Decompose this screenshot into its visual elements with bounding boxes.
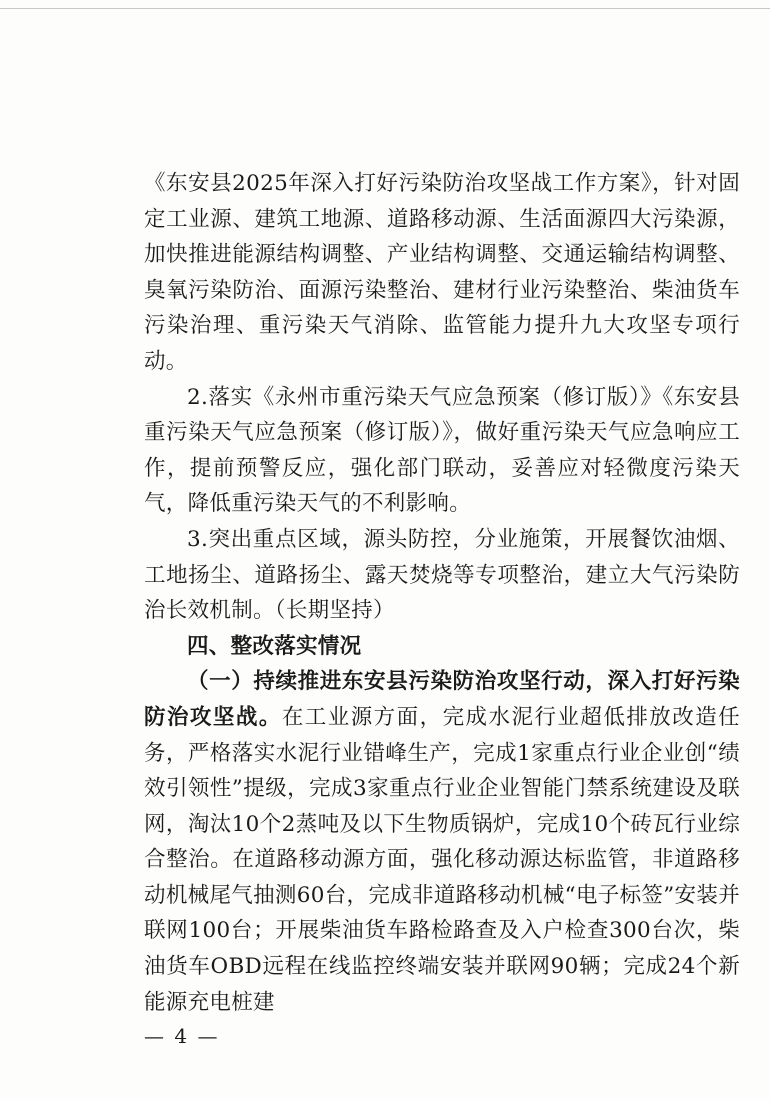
paragraph-item-3: 3.突出重点区域，源头防控，分业施策，开展餐饮油烟、工地扬尘、道路扬尘、露天焚烧等专项整治，建立大气污染防治长效机制。（长期坚持）	[144, 526, 740, 624]
page-number: — 4 —	[144, 1024, 220, 1048]
paragraph-item-2: 2.落实《永州市重污染天气应急预案（修订版）》《东安县重污染天气应急预案（修订版）》，做好重污染天气应急响应工作，提前预警反应，强化部门联动，妥善应对轻微度污染天气，降低重污染天气的不利影响。	[144, 384, 740, 517]
section-heading-rectification: 四、整改落实情况	[187, 633, 362, 659]
top-rule-divider	[0, 8, 770, 9]
paragraph-plan-reference: 《东安县2025年深入打好污染防治攻坚战工作方案》，针对固定工业源、建筑工地源、道路移动源、生活面源四大污染源，加快推进能源结构调整、产业结构调整、交通运输结构调整、臭氧污染防治、面源污染整治、建材行业污染整治、柴油货车污染治理、重污染天气消除、监管能力提升九大攻坚专项行动。	[144, 171, 740, 374]
document-body	[144, 166, 740, 1020]
paragraph-rectification-1	[144, 664, 740, 1020]
paragraph-body: 在工业源方面，完成水泥行业超低排放改造任务，严格落实水泥行业错峰生产，完成1家重点行业企业创“绩效引领性”提级，完成3家重点行业企业智能门禁系统建设及联网，淘汰10个2蒸吨及以下生物质锅炉，完成10个砖瓦行业综合整治。在道路移动源方面，强化移动源达标监管，非道路移动机械尾气抽测60台，完成非道路移动机械“电子标签”安装并联网100台；开展柴油货车路检路查及入户检查300台次，柴油货车OBD远程在线监控终端安装并联网90辆；完成24个新能源充电桩建	[144, 704, 740, 1015]
paragraph-lead: （一）持续推进东安县污染防治攻坚行动，深入打好污染防治攻坚战。	[144, 669, 740, 730]
